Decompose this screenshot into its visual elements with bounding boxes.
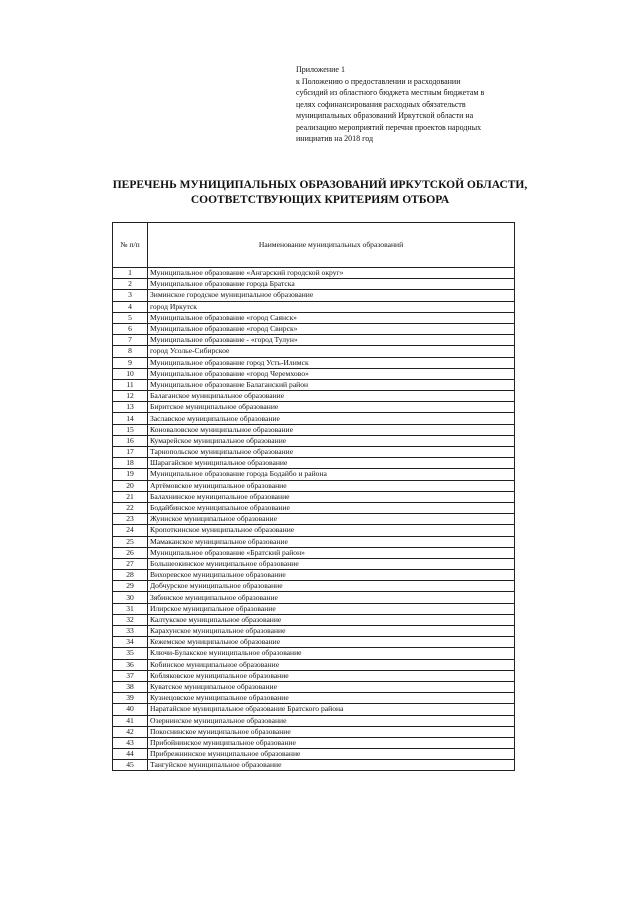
table-row xyxy=(113,681,515,692)
row-number: 17 xyxy=(113,447,148,458)
table-row xyxy=(113,514,515,525)
row-name: Добчурское муниципальное образование xyxy=(148,581,515,592)
table-row xyxy=(113,469,515,480)
table-row xyxy=(113,447,515,458)
row-name: Зиминское городское муниципальное образование xyxy=(148,290,515,301)
row-number: 36 xyxy=(113,659,148,670)
row-name: Муниципальное образование Балаганский район xyxy=(148,379,515,390)
row-name: Шарагайское муниципальное образование xyxy=(148,458,515,469)
row-number: 7 xyxy=(113,335,148,346)
row-number: 27 xyxy=(113,558,148,569)
row-name: Тарнопольское муниципальное образование xyxy=(148,447,515,458)
table-row xyxy=(113,614,515,625)
row-name: Озернинское муниципальное образование xyxy=(148,715,515,726)
table-row xyxy=(113,312,515,323)
row-number: 18 xyxy=(113,458,148,469)
row-number: 43 xyxy=(113,737,148,748)
row-number: 34 xyxy=(113,637,148,648)
table-row xyxy=(113,737,515,748)
row-number: 4 xyxy=(113,301,148,312)
row-number: 6 xyxy=(113,323,148,334)
table-row xyxy=(113,603,515,614)
table-row xyxy=(113,749,515,760)
row-name: Калтукское муниципальное образование xyxy=(148,614,515,625)
row-number: 28 xyxy=(113,570,148,581)
table-row xyxy=(113,357,515,368)
row-name: город Иркутск xyxy=(148,301,515,312)
table-row xyxy=(113,570,515,581)
row-number: 10 xyxy=(113,368,148,379)
row-number: 26 xyxy=(113,547,148,558)
row-name: Зябинское муниципальное образование xyxy=(148,592,515,603)
row-name: Муниципальное образование город Усть-Илимск xyxy=(148,357,515,368)
municipalities-table xyxy=(112,222,515,771)
column-header-name: Наименование муниципальных образований xyxy=(148,223,515,268)
row-number: 32 xyxy=(113,614,148,625)
table-row xyxy=(113,323,515,334)
row-name: Муниципальное образование города Бодайбо и района xyxy=(148,469,515,480)
row-name: Вихоревское муниципальное образование xyxy=(148,570,515,581)
table-row xyxy=(113,558,515,569)
row-name: город Усолье-Сибирское xyxy=(148,346,515,357)
appendix-note xyxy=(296,64,526,145)
row-name: Прибрежнинское муниципальное образование xyxy=(148,749,515,760)
row-number: 42 xyxy=(113,726,148,737)
row-name: Муниципальное образование «Братский район» xyxy=(148,547,515,558)
row-name: Муниципальное образование «город Черемхово» xyxy=(148,368,515,379)
column-header-number: № п/п xyxy=(113,223,148,268)
row-number: 39 xyxy=(113,693,148,704)
appendix-line: муниципальных образований Иркутской области на xyxy=(296,111,474,120)
row-number: 3 xyxy=(113,290,148,301)
appendix-line: Приложение 1 xyxy=(296,65,345,74)
row-number: 9 xyxy=(113,357,148,368)
row-number: 40 xyxy=(113,704,148,715)
appendix-line: целях софинансирования расходных обязательств xyxy=(296,99,466,109)
row-number: 23 xyxy=(113,514,148,525)
row-name: Кузнецовское муниципальное образование xyxy=(148,693,515,704)
table-row xyxy=(113,346,515,357)
appendix-line: инициатив на 2018 год xyxy=(296,134,374,143)
row-name: Кобинское муниципальное образование xyxy=(148,659,515,670)
row-number: 35 xyxy=(113,648,148,659)
document-title xyxy=(0,178,640,208)
row-number: 22 xyxy=(113,502,148,513)
table-row xyxy=(113,268,515,279)
row-number: 25 xyxy=(113,536,148,547)
table-row xyxy=(113,648,515,659)
row-number: 19 xyxy=(113,469,148,480)
table-row xyxy=(113,301,515,312)
appendix-line: субсидий из областного бюджета местным бюджетам в xyxy=(296,88,485,97)
row-name: Большеокинское муниципальное образование xyxy=(148,558,515,569)
table-row xyxy=(113,335,515,346)
table-row xyxy=(113,726,515,737)
title-line-2: СООТВЕТСТВУЮЩИХ КРИТЕРИЯМ ОТБОРА xyxy=(190,194,450,206)
row-name: Муниципальное образование «город Свирск» xyxy=(148,323,515,334)
table-row xyxy=(113,715,515,726)
table-row xyxy=(113,536,515,547)
table-row xyxy=(113,424,515,435)
row-name: Заславское муниципальное образование xyxy=(148,413,515,424)
table-row xyxy=(113,637,515,648)
row-number: 41 xyxy=(113,715,148,726)
table-row xyxy=(113,391,515,402)
row-number: 14 xyxy=(113,413,148,424)
appendix-line: к Положению о предоставлении и расходовании xyxy=(296,76,461,86)
table-row xyxy=(113,502,515,513)
row-name: Муниципальное образование «Ангарский городской округ» xyxy=(148,268,515,279)
table-row xyxy=(113,581,515,592)
row-number: 2 xyxy=(113,279,148,290)
table-row xyxy=(113,626,515,637)
row-number: 16 xyxy=(113,435,148,446)
row-number: 38 xyxy=(113,681,148,692)
row-name: Куватское муниципальное образование xyxy=(148,681,515,692)
row-number: 5 xyxy=(113,312,148,323)
row-name: Покоснинское муниципальное образование xyxy=(148,726,515,737)
table-row xyxy=(113,480,515,491)
row-number: 44 xyxy=(113,749,148,760)
row-number: 8 xyxy=(113,346,148,357)
row-name: Кежемское муниципальное образование xyxy=(148,637,515,648)
row-name: Балахнинское муниципальное образование xyxy=(148,491,515,502)
row-name: Прибойнинское муниципальное образование xyxy=(148,737,515,748)
row-number: 45 xyxy=(113,760,148,771)
row-number: 12 xyxy=(113,391,148,402)
row-name: Муниципальное образование - «город Тулун» xyxy=(148,335,515,346)
row-name: Наратайское муниципальное образование Братского района xyxy=(148,704,515,715)
table-row xyxy=(113,670,515,681)
row-name: Коноваловское муниципальное образование xyxy=(148,424,515,435)
table-row xyxy=(113,368,515,379)
table-row xyxy=(113,693,515,704)
table-row xyxy=(113,760,515,771)
table-header-row xyxy=(113,223,515,268)
table-row xyxy=(113,525,515,536)
table-row xyxy=(113,435,515,446)
table-row xyxy=(113,402,515,413)
table-row xyxy=(113,592,515,603)
row-name: Кропоткинское муниципальное образование xyxy=(148,525,515,536)
table-row xyxy=(113,704,515,715)
table-row xyxy=(113,491,515,502)
row-name: Биритское муниципальное образование xyxy=(148,402,515,413)
row-number: 11 xyxy=(113,379,148,390)
row-name: Ключи-Булакское муниципальное образование xyxy=(148,648,515,659)
row-number: 13 xyxy=(113,402,148,413)
table-row xyxy=(113,279,515,290)
row-number: 24 xyxy=(113,525,148,536)
row-name: Балаганское муниципальное образование xyxy=(148,391,515,402)
row-number: 29 xyxy=(113,581,148,592)
appendix-line: реализацию мероприятий перечня проектов народных xyxy=(296,122,482,132)
row-name: Муниципальное образование города Братска xyxy=(148,279,515,290)
row-number: 1 xyxy=(113,268,148,279)
row-name: Карахунское муниципальное образование xyxy=(148,626,515,637)
table-row xyxy=(113,379,515,390)
row-number: 15 xyxy=(113,424,148,435)
row-number: 30 xyxy=(113,592,148,603)
row-name: Кобляковское муниципальное образование xyxy=(148,670,515,681)
table-row xyxy=(113,659,515,670)
row-name: Илирское муниципальное образование xyxy=(148,603,515,614)
row-name: Муниципальное образование «город Саянск» xyxy=(148,312,515,323)
row-name: Артёмовское муниципальное образование xyxy=(148,480,515,491)
table-row xyxy=(113,290,515,301)
row-number: 31 xyxy=(113,603,148,614)
row-number: 21 xyxy=(113,491,148,502)
row-name: Кумарейское муниципальное образование xyxy=(148,435,515,446)
table-row xyxy=(113,547,515,558)
row-name: Мамаканское муниципальное образование xyxy=(148,536,515,547)
row-number: 33 xyxy=(113,626,148,637)
table-row xyxy=(113,413,515,424)
row-name: Бодайбинское муниципальное образование xyxy=(148,502,515,513)
row-number: 37 xyxy=(113,670,148,681)
table-row xyxy=(113,458,515,469)
title-line-1: ПЕРЕЧЕНЬ МУНИЦИПАЛЬНЫХ ОБРАЗОВАНИЙ ИРКУТСКОЙ ОБЛАСТИ, xyxy=(112,179,528,191)
row-name: Тангуйское муниципальное образование xyxy=(148,760,515,771)
row-number: 20 xyxy=(113,480,148,491)
row-name: Жуинское муниципальное образование xyxy=(148,514,515,525)
